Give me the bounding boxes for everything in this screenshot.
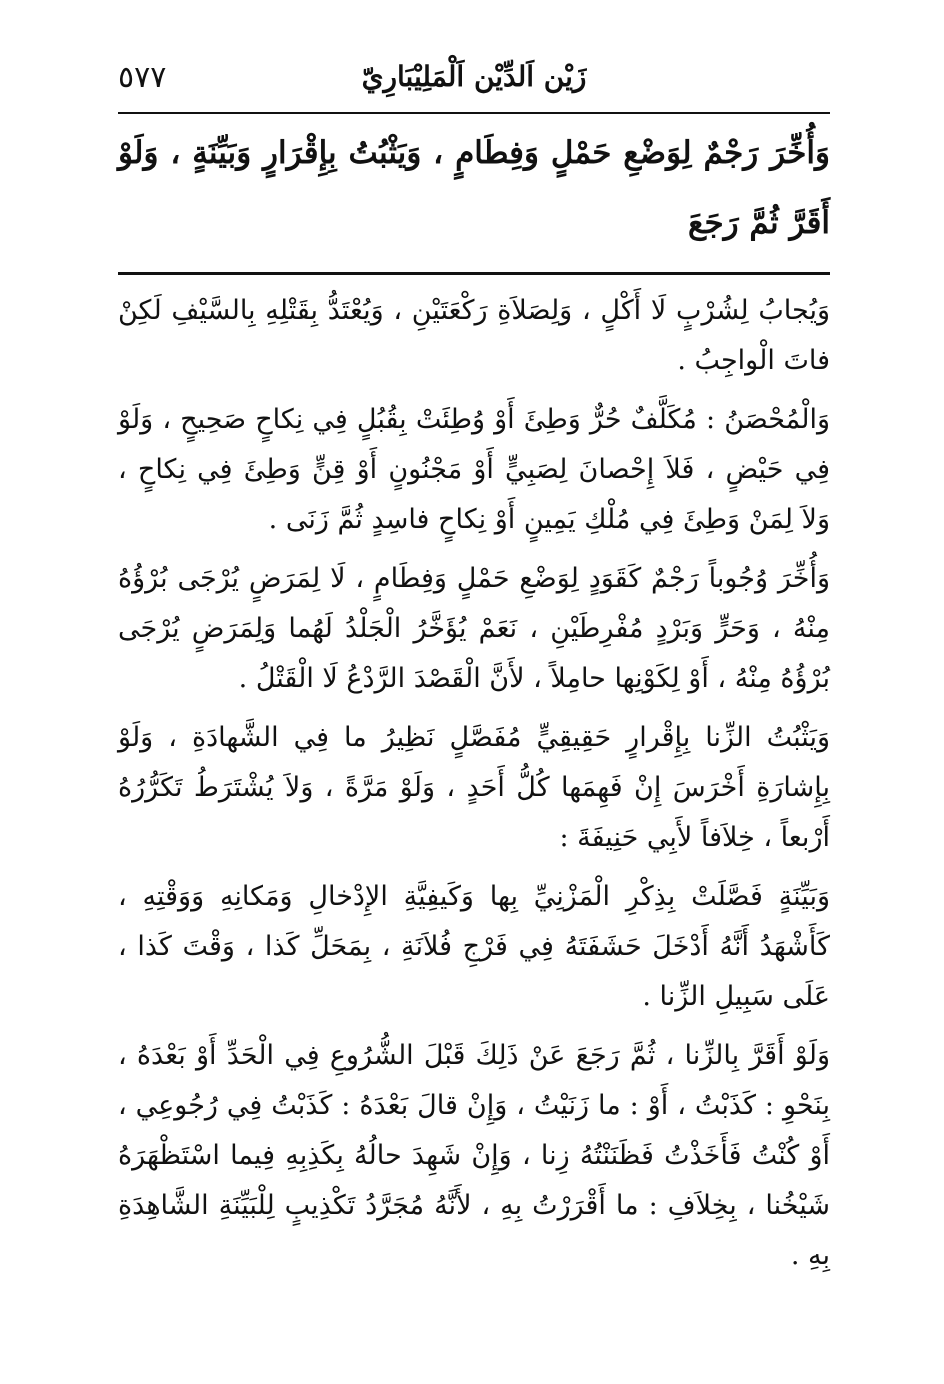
- commentary-body: [118, 286, 830, 1326]
- matn-separator-rule: [118, 272, 830, 275]
- commentary-paragraph: وَلَوْ أَقَرَّ بِالزِّنا ، ثُمَّ رَجَعَ عَنْ ذَلِكَ قَبْلَ الشُّرُوعِ فِي الْحَدِّ أَوْ بَعْدَهُ ، بِنَحْوِ : كَذَبْتُ ، أَوْ : ما زَنَيْتُ ، وَإِنْ قالَ بَعْدَهُ : كَذَبْتُ فِي رُجُوعِي ، أَوْ كُنْتُ فَأَخَذْتُ فَظَنَنْتُهُ زِنا ، وَإِنْ شَهِدَ حالُهُ بِكَذِبِهِ فِيما اسْتَظْهَرَهُ شَيْخُنا ، بِخِلاَفِ : ما أَقْرَرْتُ بِهِ ، لأَنَّهُ مُجَرَّدُ تَكْذِيبٍ لِلْبَيِّنَةِ الشَّاهِدَةِ بِهِ .: [118, 1040, 830, 1271]
- commentary-paragraph: وَبَيِّنَةٍ فَصَّلَتْ بِذِكْرِ الْمَزْنِيِّ بِها وَكَيفِيَّةِ الإِدْخالِ وَمَكانِهِ وَوَقْتِهِ ، كَأَشْهَدُ أَنَّهُ أَدْخَلَ حَشَفَتَهُ فِي فَرْجِ فُلاَنَةِ ، بِمَحَلِّ كَذا ، وَقْتَ كَذا ، عَلَى سَبِيلِ الزِّنا .: [118, 881, 830, 1012]
- page-header: [118, 52, 830, 112]
- commentary-paragraph: وَالْمُحْصَنُ : مُكَلَّفٌ حُرٌّ وَطِئَ أَوْ وُطِئَتْ بِقُبُلٍ فِي نِكاحٍ صَحِيحٍ ، وَلَوْ فِي حَيْضٍ ، فَلاَ إِحْصانَ لِصَبِيٍّ أَوْ مَجْنُونٍ أَوْ قِنٍّ وَطِئَ فِي نِكاحٍ ، وَلاَ لِمَنْ وَطِئَ فِي مُلْكِ يَمِينٍ أَوْ نِكاحٍ فاسِدٍ ثُمَّ زَنَى .: [118, 404, 830, 535]
- commentary-paragraph: وَيُجابُ لِشُرْبٍ لَا أَكْلٍ ، وَلِصَلاَةِ رَكْعَتَيْنِ ، وَيُعْتَدُّ بِقَتْلِهِ بِالسَّيْفِ لَكِنْ فاتَ الْواجِبُ .: [118, 295, 830, 376]
- matn-text: وَأُخِّرَ رَجْمٌ لِوَضْعِ حَمْلٍ وَفِطَامٍ ، وَيَثْبُتُ بِإِقْرَارٍ وَبَيِّنَةٍ ، وَلَوْ أَقَرَّ ثُمَّ رَجَعَ: [118, 135, 830, 241]
- commentary-paragraph: وَيَثْبُتُ الزِّنا بِإِقْرارٍ حَقِيقِيٍّ مُفَصَّلٍ نَظِيرُ ما فِي الشَّهادَةِ ، وَلَوْ بِإِشارَةِ أَخْرَسَ إِنْ فَهِمَها كُلُّ أَحَدٍ ، وَلَوْ مَرَّةً ، وَلاَ يُشْتَرَطُ تَكَرُّرُهُ أَرْبعاً ، خِلاَفاً لأَبِي حَنِيفَةَ :: [118, 722, 830, 853]
- commentary-paragraph: وَأُخِّرَ وُجُوباً رَجْمٌ كَقَوَدٍ لِوَضْعِ حَمْلٍ وَفِطَامٍ ، لَا لِمَرَضٍ يُرْجَى بُرْؤُهُ مِنْهُ ، وَحَرٍّ وَبَرْدٍ مُفْرِطَيْنِ ، نَعَمْ يُؤَخَّرُ الْجَلْدُ لَهُما وَلِمَرَضٍ يُرْجَى بُرْؤُهُ مِنْهُ ، أَوْ لِكَوْنِها حامِلاً ، لأَنَّ الْقَصْدَ الرَّدْعُ لَا الْقَتْلُ .: [118, 563, 830, 694]
- page-number: ٥٧٧: [118, 60, 167, 95]
- running-title: زَيْن اَلدِّيْن اَلْمَلِيْبَارِيّ: [361, 60, 587, 93]
- header-rule: [118, 112, 830, 114]
